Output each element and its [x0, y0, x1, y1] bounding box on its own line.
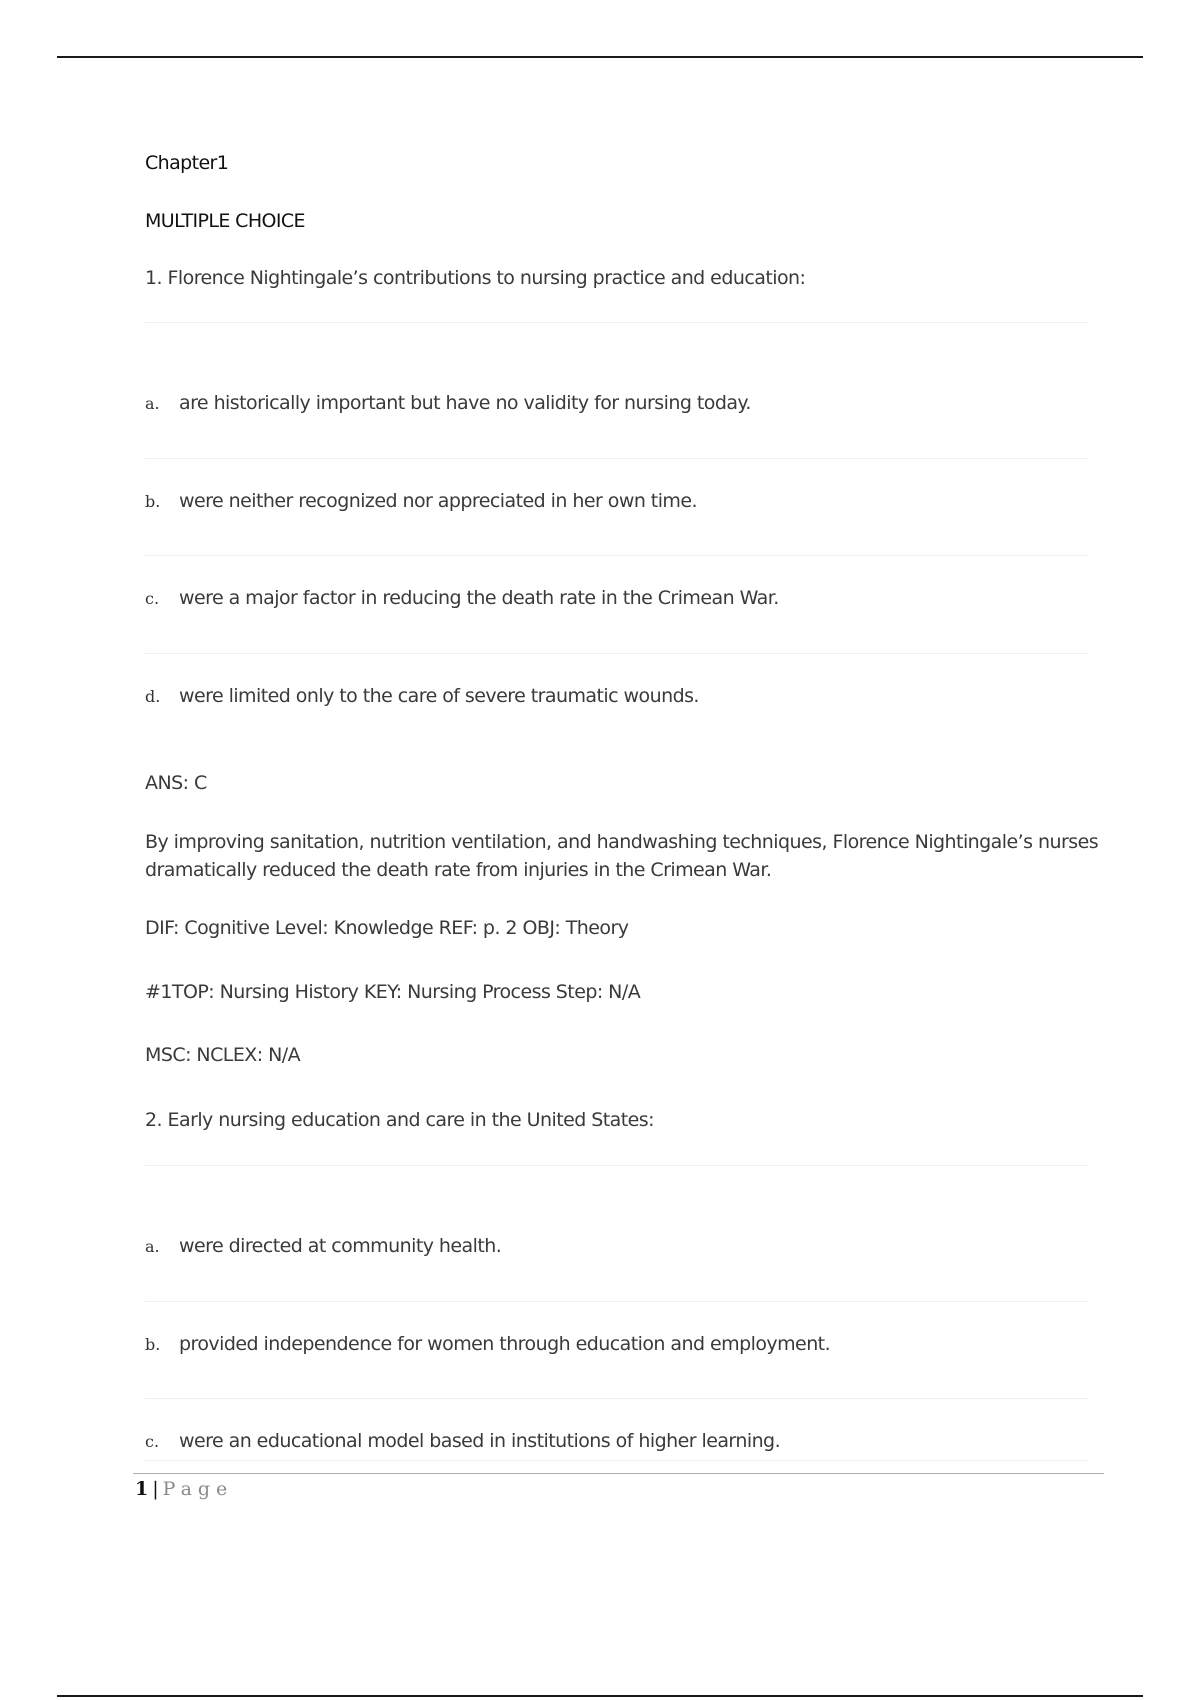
option-text: were directed at community health.: [179, 1235, 502, 1257]
divider: [145, 322, 1088, 323]
question-1-option-a: [145, 392, 751, 414]
top-rule: [57, 56, 1143, 58]
divider: [145, 653, 1088, 654]
option-letter: a.: [145, 1237, 160, 1256]
msc-line: MSC: NCLEX: N/A: [145, 1044, 301, 1066]
question-1-option-d: [145, 685, 699, 707]
divider: [145, 555, 1088, 556]
divider: [145, 1301, 1088, 1302]
option-letter: b.: [145, 1335, 161, 1354]
rationale-text: By improving sanitation, nutrition ventilation, and handwashing techniques, Florence Nightingale’s nurses dramatically reduced the death rate from injuries in the Crimean War.: [145, 831, 1099, 881]
divider: [145, 1398, 1088, 1399]
topic-line: #1TOP: Nursing History KEY: Nursing Process Step: N/A: [145, 981, 641, 1003]
divider: [145, 458, 1088, 459]
divider: [145, 1460, 1088, 1461]
section-heading: MULTIPLE CHOICE: [145, 210, 305, 232]
option-text: were a major factor in reducing the death rate in the Crimean War.: [179, 587, 779, 609]
option-text: were neither recognized nor appreciated in her own time.: [179, 490, 698, 512]
bottom-rule: [57, 1695, 1143, 1697]
option-letter: a.: [145, 394, 160, 413]
question-2-option-b: [145, 1333, 830, 1355]
page-number: 1: [135, 1478, 149, 1500]
page-label: Page: [162, 1478, 234, 1500]
answer-line: ANS: C: [145, 772, 207, 794]
option-letter: c.: [145, 1432, 160, 1451]
chapter-title: Chapter1: [145, 152, 229, 174]
question-1-option-b: [145, 490, 697, 512]
option-letter: b.: [145, 492, 161, 511]
option-letter: c.: [145, 589, 160, 608]
option-text: are historically important but have no validity for nursing today.: [179, 392, 751, 414]
divider: [145, 1165, 1088, 1166]
question-2-option-a: [145, 1235, 501, 1257]
footer-separator: |: [152, 1478, 159, 1500]
page-footer: [135, 1478, 233, 1500]
option-text: were an educational model based in institutions of higher learning.: [179, 1430, 781, 1452]
option-text: provided independence for women through education and employment.: [179, 1333, 831, 1355]
question-2-stem: 2. Early nursing education and care in the United States:: [145, 1109, 655, 1131]
question-1-option-c: [145, 587, 779, 609]
difficulty-line: DIF: Cognitive Level: Knowledge REF: p. 2 OBJ: Theory: [145, 917, 629, 939]
option-letter: d.: [145, 687, 161, 706]
question-2-option-c: [145, 1430, 780, 1452]
option-text: were limited only to the care of severe traumatic wounds.: [179, 685, 699, 707]
footer-rule: [133, 1473, 1104, 1474]
question-1-stem: 1. Florence Nightingale’s contributions to nursing practice and education:: [145, 267, 806, 289]
